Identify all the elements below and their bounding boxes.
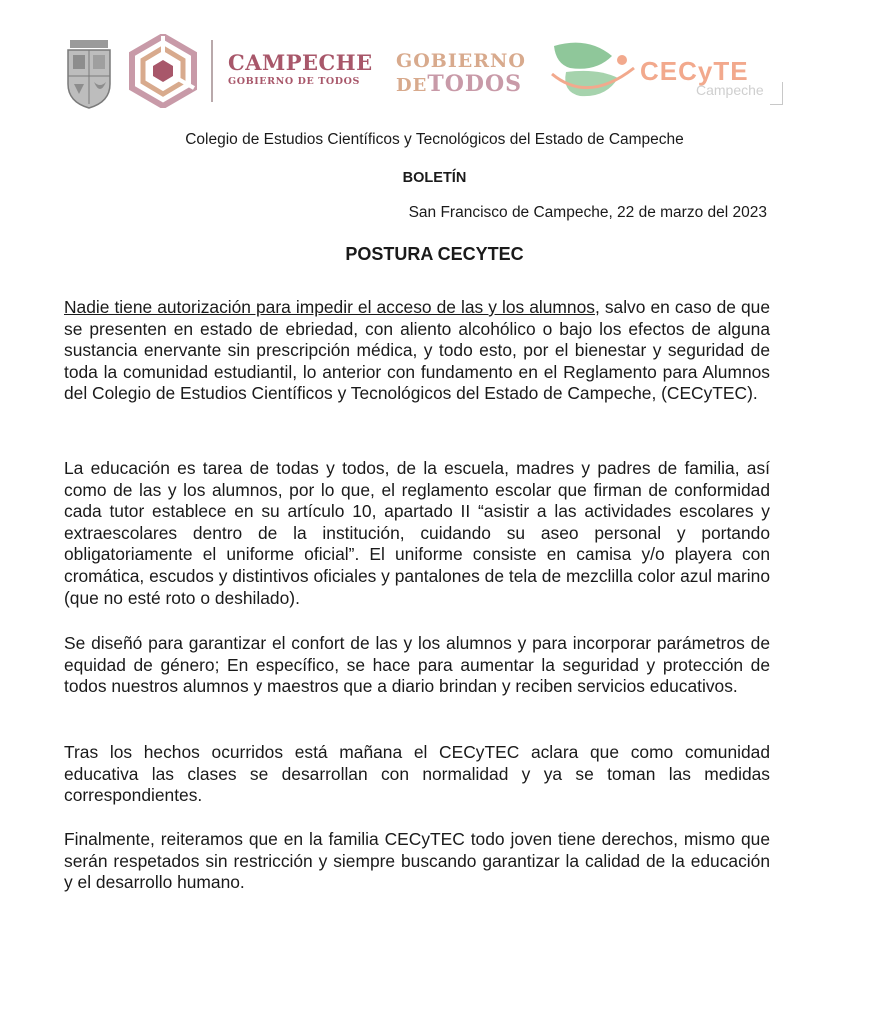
paragraph-4: Tras los hechos ocurridos está mañana el CECyTEC aclara que como comunidad educativa las clases se desarrollan con normalidad y ya se toman las medidas correspondientes. bbox=[64, 742, 770, 806]
paragraph-2: La educación es tarea de todas y todos, de la escuela, madres y padres de familia, así como de las y los alumnos, por lo que, el reglamento escolar que firman de conformidad cada tutor establece en su artículo 10, apartado II “asistir a las actividades escolares y extraescolares dentro de la institución, cuidando su aseo personal y portando obligatoriamente el uniforme oficial”. El uniforme consiste en camisa y/o playera con cromática, escudos y distintivos oficiales y pantalones de tela de mezclilla color azul marino (que no esté roto o deshilado). bbox=[64, 458, 770, 608]
gobierno-de: DE bbox=[396, 75, 428, 96]
paragraph-1-underlined: Nadie tiene autorización para impedir el acceso de las y los alumnos bbox=[64, 297, 595, 317]
campeche-coat-of-arms-icon bbox=[64, 36, 114, 110]
cecyte-wordmark: CECyTE bbox=[640, 56, 749, 86]
cecyte-campeche-label: Campeche bbox=[696, 82, 764, 98]
de-todos-line bbox=[396, 72, 526, 98]
campeche-subtitle: GOBIERNO DE TODOS bbox=[228, 76, 360, 87]
paragraph-1 bbox=[64, 297, 770, 405]
paragraph-5: Finalmente, reiteramos que en la familia CECyTEC todo joven tiene derechos, mismo que serán respetados sin restricción y siempre buscando garantizar la calidad de la educación y el desarrollo humano. bbox=[64, 829, 770, 893]
campeche-wordmark bbox=[228, 52, 373, 87]
campeche-title: CAMPECHE bbox=[228, 50, 373, 75]
cecyte-leaf-logo-icon bbox=[548, 38, 638, 104]
campeche-logo-icon bbox=[128, 34, 198, 108]
document-type: BOLETÍN bbox=[402, 170, 467, 186]
logo-divider bbox=[211, 40, 213, 102]
gobierno-todos: TODOS bbox=[427, 71, 523, 97]
paragraph-3: Se diseñó para garantizar el confort de las y los alumnos y para incorporar parámetros de equidad de género; En específico, se hace para aumentar la seguridad y protección de todos nuestros alumnos y maestros que a diario brindan y reciben servicios educativos. bbox=[64, 633, 770, 697]
document-title: POSTURA CECYTEC bbox=[345, 244, 524, 264]
institution-name: Colegio de Estudios Científicos y Tecnológicos del Estado de Campeche bbox=[185, 131, 684, 148]
gobierno-line: GOBIERNO bbox=[396, 50, 526, 72]
letterhead bbox=[0, 28, 869, 118]
dateline: San Francisco de Campeche, 22 de marzo del 2023 bbox=[408, 204, 767, 221]
logo-bracket bbox=[770, 82, 783, 105]
paragraph-1-rest: , salvo en caso de que se presenten en estado de ebriedad, con aliento alcohólico o bajo los efectos de alguna sustancia enervante sin prescripción médica, y todo esto, por el bienestar y seguridad de toda la comunidad estudiantil, lo anterior con fundamento en el Reglamento para Alumnos del Colegio de Estudios Científicos y Tecnológicos del Estado de Campeche, (CECyTEC). bbox=[64, 297, 770, 404]
gobierno-de-todos-logo bbox=[396, 50, 526, 98]
